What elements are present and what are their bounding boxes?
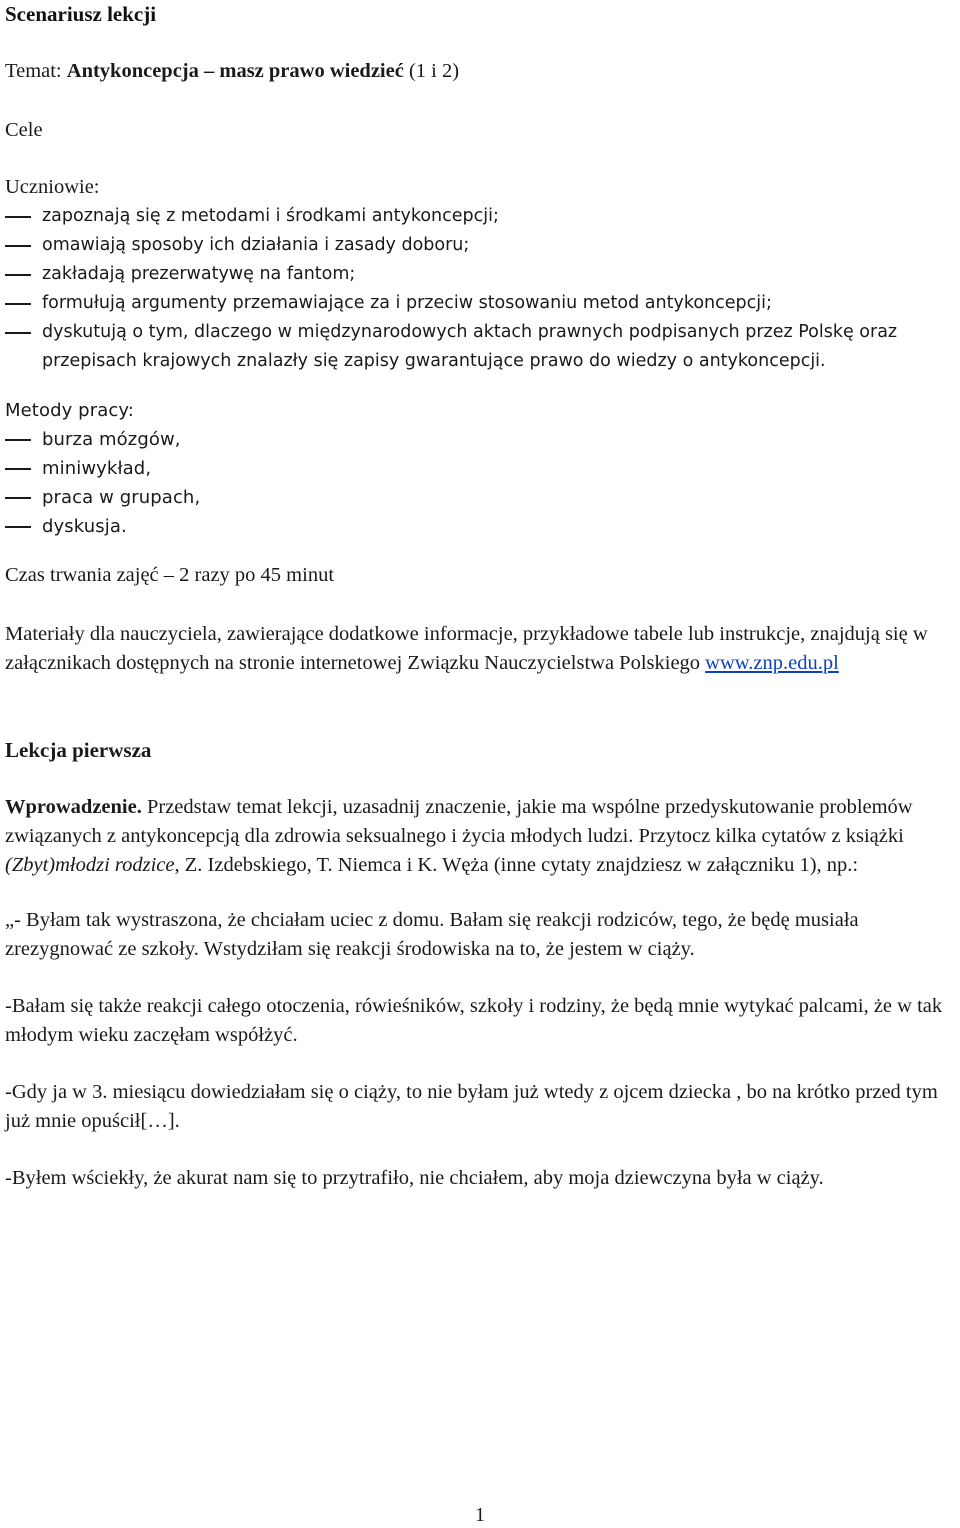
goals-heading: Cele (5, 119, 43, 141)
goals-list (5, 202, 957, 376)
method-item: burza mózgów, (5, 425, 957, 454)
goal-item: omawiają sposoby ich działania i zasady doboru; (5, 231, 957, 260)
document-title: Scenariusz lekcji (5, 2, 157, 26)
dash-bullet-icon (5, 526, 31, 528)
intro-label: Wprowadzenie. (5, 796, 142, 818)
document-page (5, 0, 957, 1193)
materials-text: Materiały dla nauczyciela, zawierające dodatkowe informacje, przykładowe tabele lub instrukcje, znajdują się w załącznikach dostępnych na stronie internetowej Związku Nauczycielstwa Polskiego (5, 623, 928, 674)
goal-item: zakładają prezerwatywę na fantom; (5, 260, 957, 289)
lesson-topic (5, 57, 957, 86)
duration: Czas trwania zajęć – 2 razy po 45 minut (5, 564, 335, 586)
intro-text: Przedstaw temat lekcji, uzasadnij znaczenie, jakie ma wspólne przedyskutowanie problemów związanych z antykoncepcją dla zdrowia seksualnego i życia młodych ludzi. Przytocz kilka cytatów z książki (5, 796, 913, 847)
dash-bullet-icon (5, 332, 31, 334)
page-number: 1 (475, 1504, 485, 1526)
dash-bullet-icon (5, 439, 31, 441)
intro-text-end: , Z. Izdebskiego, T. Niemca i K. Węża (inne cytaty znajdziesz w załączniku 1), np.: (174, 854, 859, 876)
dash-bullet-icon (5, 274, 31, 276)
dash-bullet-icon (5, 216, 31, 218)
topic-title: Antykoncepcja – masz prawo wiedzieć (66, 60, 404, 82)
method-item: praca w grupach, (5, 483, 957, 512)
materials-paragraph (5, 620, 957, 678)
method-item: dyskusja. (5, 512, 957, 541)
methods-heading: Metody pracy: (5, 400, 134, 421)
topic-suffix: (1 i 2) (403, 60, 460, 82)
lesson-title: Lekcja pierwsza (5, 738, 152, 762)
topic-label: Temat: (5, 60, 67, 82)
dash-bullet-icon (5, 303, 31, 305)
dash-bullet-icon (5, 468, 31, 470)
book-title: (Zbyt)młodzi rodzice (5, 854, 175, 876)
goal-item: dyskutują o tym, dlaczego w międzynarodowych aktach prawnych podpisanych przez Polskę oraz przepisach krajowych znalazły się zapisy gwarantujące prawo do wiedzy o antykoncepcji. (5, 318, 957, 376)
goal-item: formułują argumenty przemawiające za i przeciw stosowaniu metod antykoncepcji; (5, 289, 957, 318)
znp-link[interactable]: www.znp.edu.pl (705, 652, 839, 674)
method-item: miniwykład, (5, 454, 957, 483)
students-heading: Uczniowie: (5, 176, 100, 198)
quote-paragraph: „- Byłam tak wystraszona, że chciałam uciec z domu. Bałam się reakcji rodziców, tego, że będę musiała zrezygnować ze szkoły. Wstydziłam się reakcji środowiska na to, że jestem w ciąży. (5, 909, 859, 960)
quote-paragraph: -Gdy ja w 3. miesiącu dowiedziałam się o ciąży, to nie byłam już wtedy z ojcem dziecka , bo na krótko przed tym już mnie opuścił[…]. (5, 1081, 938, 1132)
dash-bullet-icon (5, 497, 31, 499)
quote-paragraph: -Bałam się także reakcji całego otoczenia, rówieśników, szkoły i rodziny, że będą mnie wytykać palcami, że w tak młodym wieku zaczęłam współżyć. (5, 995, 943, 1046)
dash-bullet-icon (5, 245, 31, 247)
intro-paragraph (5, 793, 957, 880)
quote-paragraph: -Byłem wściekły, że akurat nam się to przytrafiło, nie chciałem, aby moja dziewczyna była w ciąży. (5, 1167, 824, 1189)
methods-list (5, 425, 957, 541)
goal-item: zapoznają się z metodami i środkami antykoncepcji; (5, 202, 957, 231)
